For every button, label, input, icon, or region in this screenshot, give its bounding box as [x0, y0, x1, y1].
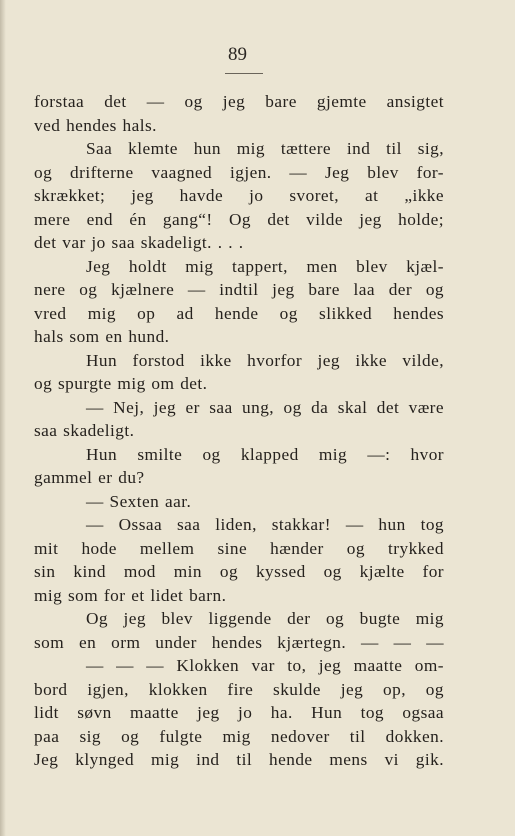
spine-shadow — [0, 0, 6, 836]
page-number-rule — [225, 73, 263, 74]
text-line: Saa klemte hun mig tættere ind til sig, — [86, 139, 444, 158]
text-line: — Sexten aar. — [86, 491, 192, 511]
text-line: — Ossaa saa liden, stakkar! — hun tog — [86, 515, 444, 534]
text-line: nere og kjælnere — indtil jeg bare laa der og — [34, 280, 444, 299]
text-line: lidt søvn maatte jeg jo ha. Hun tog ogsaa — [34, 703, 444, 722]
text-line: Hun forstod ikke hvorfor jeg ikke vilde, — [86, 350, 444, 370]
text-line: sin kind mod min og kyssed og kjælte for — [34, 562, 444, 581]
text-line: mig som for et lidet barn. — [34, 585, 227, 605]
text-line: Jeg holdt mig tappert, men blev kjæl- — [86, 256, 444, 276]
text-line: Hun smilte og klapped mig —: hvor — [86, 444, 444, 464]
text-line: — — — Klokken var to, jeg maatte om- — [86, 656, 444, 675]
text-line: mere end én gang“! Og det vilde jeg holde; — [34, 209, 444, 229]
text-line: forstaa det — og jeg bare gjemte ansigtet — [34, 92, 444, 111]
text-line: bord igjen, klokken fire skulde jeg op, og — [34, 679, 444, 699]
text-line: Og jeg blev liggende der og bugte mig — [86, 609, 444, 628]
text-line: ved hendes hals. — [34, 115, 157, 135]
text-line: det var jo saa skadeligt. . . . — [34, 233, 244, 252]
body-text — [34, 90, 444, 772]
text-line: mit hode mellem sine hænder og trykked — [34, 538, 444, 558]
text-line: vred mig op ad hende og slikked hendes — [34, 303, 444, 323]
text-line: paa sig og fulgte mig nedover til dokken. — [34, 726, 444, 746]
text-line: saa skadeligt. — [34, 421, 135, 440]
text-line: skrækket; jeg havde jo svoret, at „ikke — [34, 186, 444, 205]
text-line: og drifterne vaagned igjen. — Jeg blev for- — [34, 162, 444, 182]
text-line: gammel er du? — [34, 468, 145, 487]
text-line: — Nej, jeg er saa ung, og da skal det være — [86, 397, 444, 417]
text-line: som en orm under hendes kjærtegn. — — — — [34, 632, 444, 652]
text-line: og spurgte mig om det. — [34, 374, 208, 393]
text-line: Jeg klynged mig ind til hende mens vi gik. — [34, 750, 444, 769]
page-number: 89 — [228, 44, 247, 65]
text-line: hals som en hund. — [34, 327, 170, 346]
